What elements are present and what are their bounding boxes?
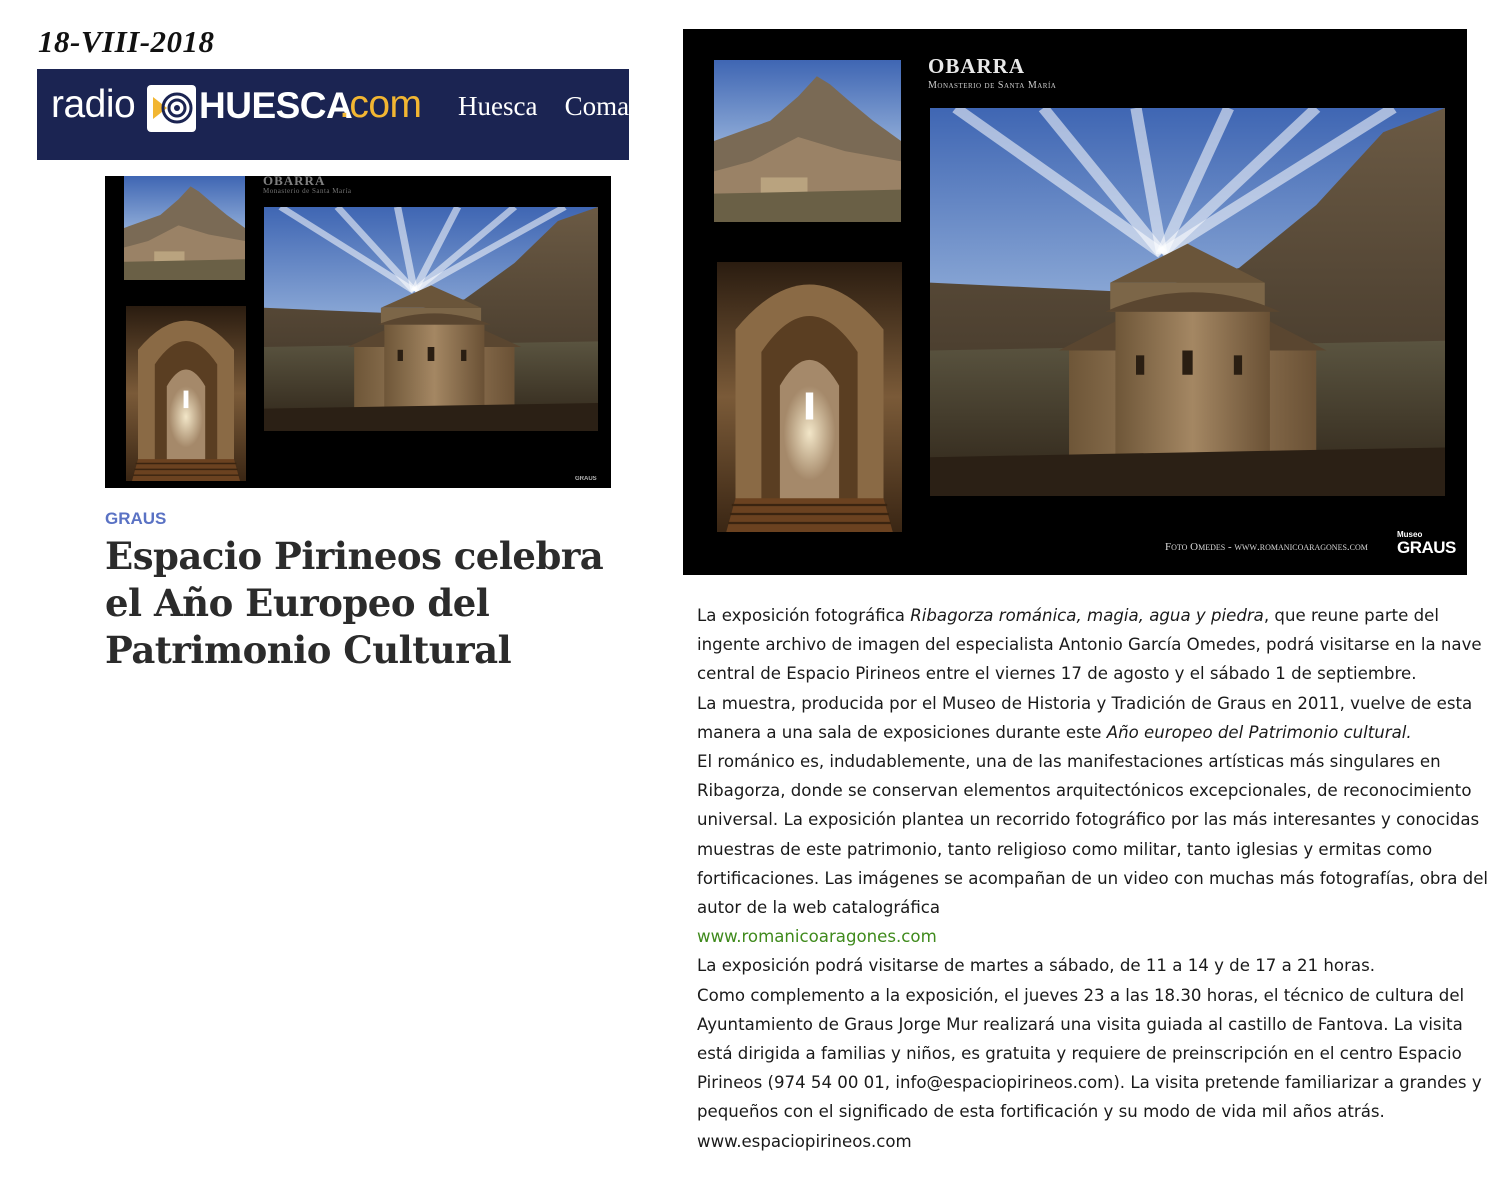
main-nav — [458, 91, 695, 122]
thumb-nave-photo — [126, 306, 246, 481]
nav-item-huesca[interactable]: Huesca — [458, 91, 538, 121]
poster-museum-logo — [1397, 531, 1456, 556]
article-headline[interactable]: Espacio Pirineos celebra el Año Europeo del Patrimonio Cultural — [105, 534, 604, 672]
espaciopirineos-link[interactable]: www.espaciopirineos.com — [697, 1131, 912, 1151]
poster-title: OBARRA — [928, 54, 1026, 78]
article-body — [697, 601, 1492, 1156]
thumb-poster-subtitle: Monasterio de Santa María — [263, 187, 352, 195]
thumb-mountain-photo — [124, 176, 245, 280]
site-header — [37, 69, 673, 160]
body-paragraph: El románico es, indudablemente, una de las manifestaciones artísticas más singulares en Ribagorza, donde se conservan elementos arquitectónicos excepcionales, de reconocimiento universal. La exposición plantea un recorrido fotográfico por las más interesantes y conocidas muestras de este patrimonio, tanto religioso como militar, tanto iglesias y ermitas como fortificaciones. Las imágenes se acompañan de un video con muchas más fotografías, obra del autor de la web catalográfica — [697, 752, 1489, 918]
date-stamp: 18-VIII-2018 — [38, 24, 215, 59]
body-paragraph: La muestra, producida por el Museo de Historia y Tradición de Graus en 2011, vuelve de esta manera a una sala de exposiciones durante este Año europeo del Patrimonio cultural. — [697, 693, 1473, 742]
body-paragraph: La exposición fotográfica Ribagorza románica, magia, agua y piedra, que reune parte del ingente archivo de imagen del especialista Antonio García Omedes, podrá visitarse en la nave central de Espacio Pirineos entre el viernes 17 de agosto y el sábado 1 de septiembre. — [697, 606, 1482, 684]
article-category[interactable]: GRAUS — [105, 509, 167, 528]
article-thumbnail-image[interactable] — [105, 173, 611, 488]
poster-church-photo — [930, 108, 1445, 496]
romanicoaragones-link[interactable]: www.romanicoaragones.com — [697, 927, 937, 947]
body-paragraph: La exposición podrá visitarse de martes a sábado, de 11 a 14 y de 17 a 21 horas. — [697, 956, 1375, 976]
body-paragraph: Como complemento a la exposición, el jueves 23 a las 18.30 horas, el técnico de cultura del Ayuntamiento de Graus Jorge Mur realizará una visita guiada al castillo de Fantova. La visita está dirigida a familias y niños, es gratuita y requiere de preinscripción en el centro Espacio Pirineos (974 54 00 01, info@espaciopirineos.com). La visita pretende familiarizar a grandes y pequeños con el significado de esta fortificación y su modo de vida mil años atrás. — [697, 985, 1482, 1122]
year-name: Año europeo del Patrimonio cultural. — [1106, 722, 1412, 742]
logo-radio-text[interactable]: radio — [51, 83, 136, 126]
poster-photo-credit: Foto Omedes - www.romanicoaragones.com — [1165, 541, 1368, 553]
poster-subtitle: Monasterio de Santa María — [928, 80, 1057, 91]
thumb-museum-logo: GRAUS — [575, 476, 597, 482]
logo-com-text[interactable]: .com — [339, 83, 422, 126]
poster-nave-photo — [717, 262, 902, 532]
logo-huesca-text[interactable]: HUESCA — [199, 85, 353, 126]
radio-logo-icon[interactable] — [147, 85, 196, 132]
poster-museum-line1: Museo — [1397, 530, 1423, 539]
poster-mountain-photo — [714, 60, 901, 222]
thumb-church-photo — [264, 207, 598, 431]
poster-museum-line2: GRAUS — [1397, 538, 1456, 557]
exhibition-poster — [683, 29, 1467, 575]
nav-item-comarcas[interactable]: Comarcas — [564, 91, 673, 121]
thumb-poster-title: OBARRA — [263, 173, 326, 188]
exhibition-name: Ribagorza románica, magia, agua y piedra — [910, 606, 1264, 625]
